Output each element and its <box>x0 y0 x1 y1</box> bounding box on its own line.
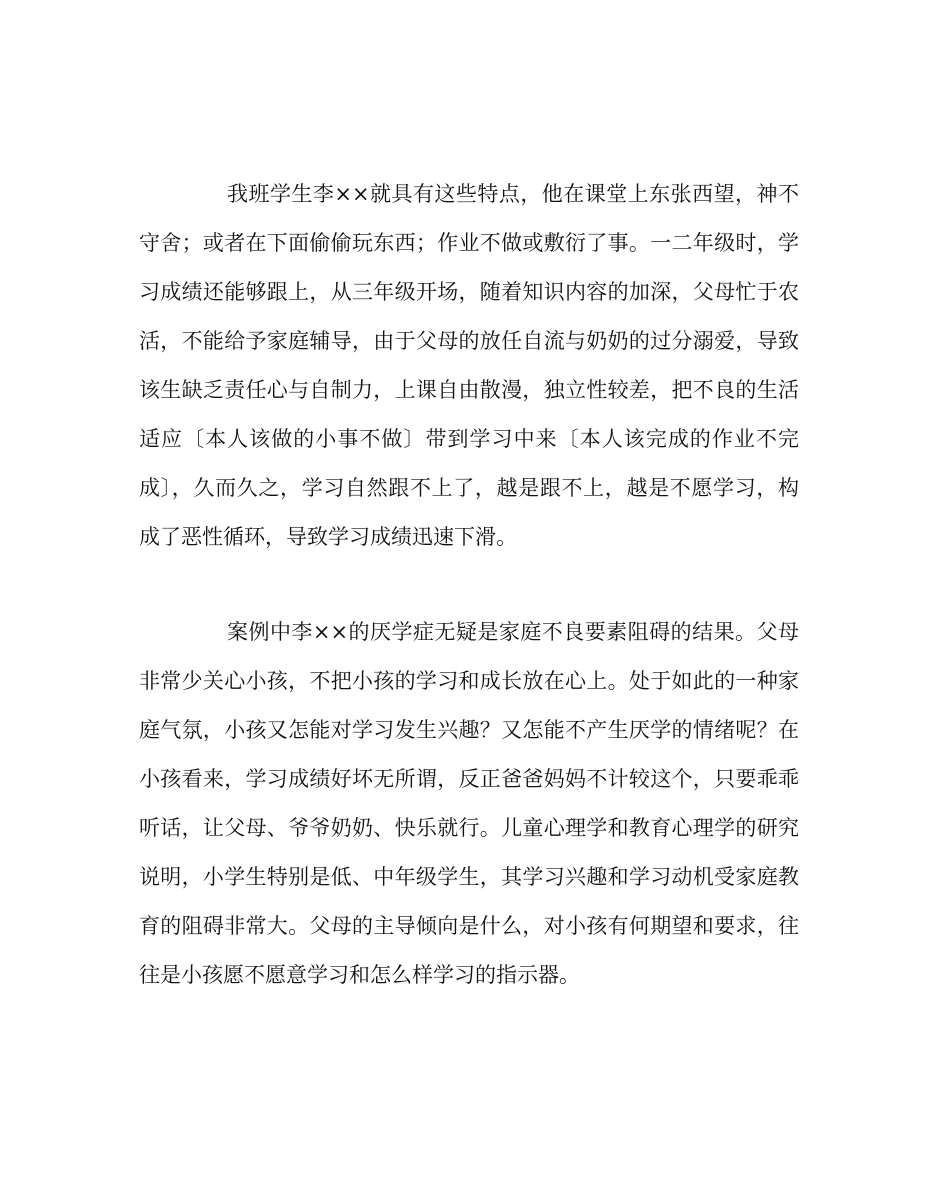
case-description-paragraph: 我班学生李××就具有这些特点，他在课堂上东张西望，神不守舍；或者在下面偷偷玩东西；作业不做或敷衍了事。一二年级时，学习成绩还能够跟上，从三年级开场，随着知识内容的加深，父母忙于农活，不能给予家庭辅导，由于父母的放任自流与奶奶的过分溺爱，导致该生缺乏责任心与自制力，上课自由散漫，独立性较差，把不良的生活适应〔本人该做的小事不做〕带到学习中来〔本人该完成的作业不完成〕，久而久之，学习自然跟不上了，越是跟不上，越是不愿学习，构成了恶性循环，导致学习成绩迅速下滑。 <box>139 182 799 549</box>
case-analysis-paragraph: 案例中李××的厌学症无疑是家庭不良要素阻碍的结果。父母非常少关心小孩，不把小孩的学习和成长放在心上。处于如此的一种家庭气氛，小孩又怎能对学习发生兴趣？又怎能不产生厌学的情绪呢？在小孩看来，学习成绩好坏无所谓，反正爸爸妈妈不计较这个，只要乖乖听话，让父母、爷爷奶奶、快乐就行。儿童心理学和教育心理学的研究说明，小学生特别是低、中年级学生，其学习兴趣和学习动机受家庭教育的阻碍非常大。父母的主导倾向是什么，对小孩有何期望和要求，往往是小孩愿不愿意学习和怎么样学习的指示器。 <box>139 620 799 987</box>
